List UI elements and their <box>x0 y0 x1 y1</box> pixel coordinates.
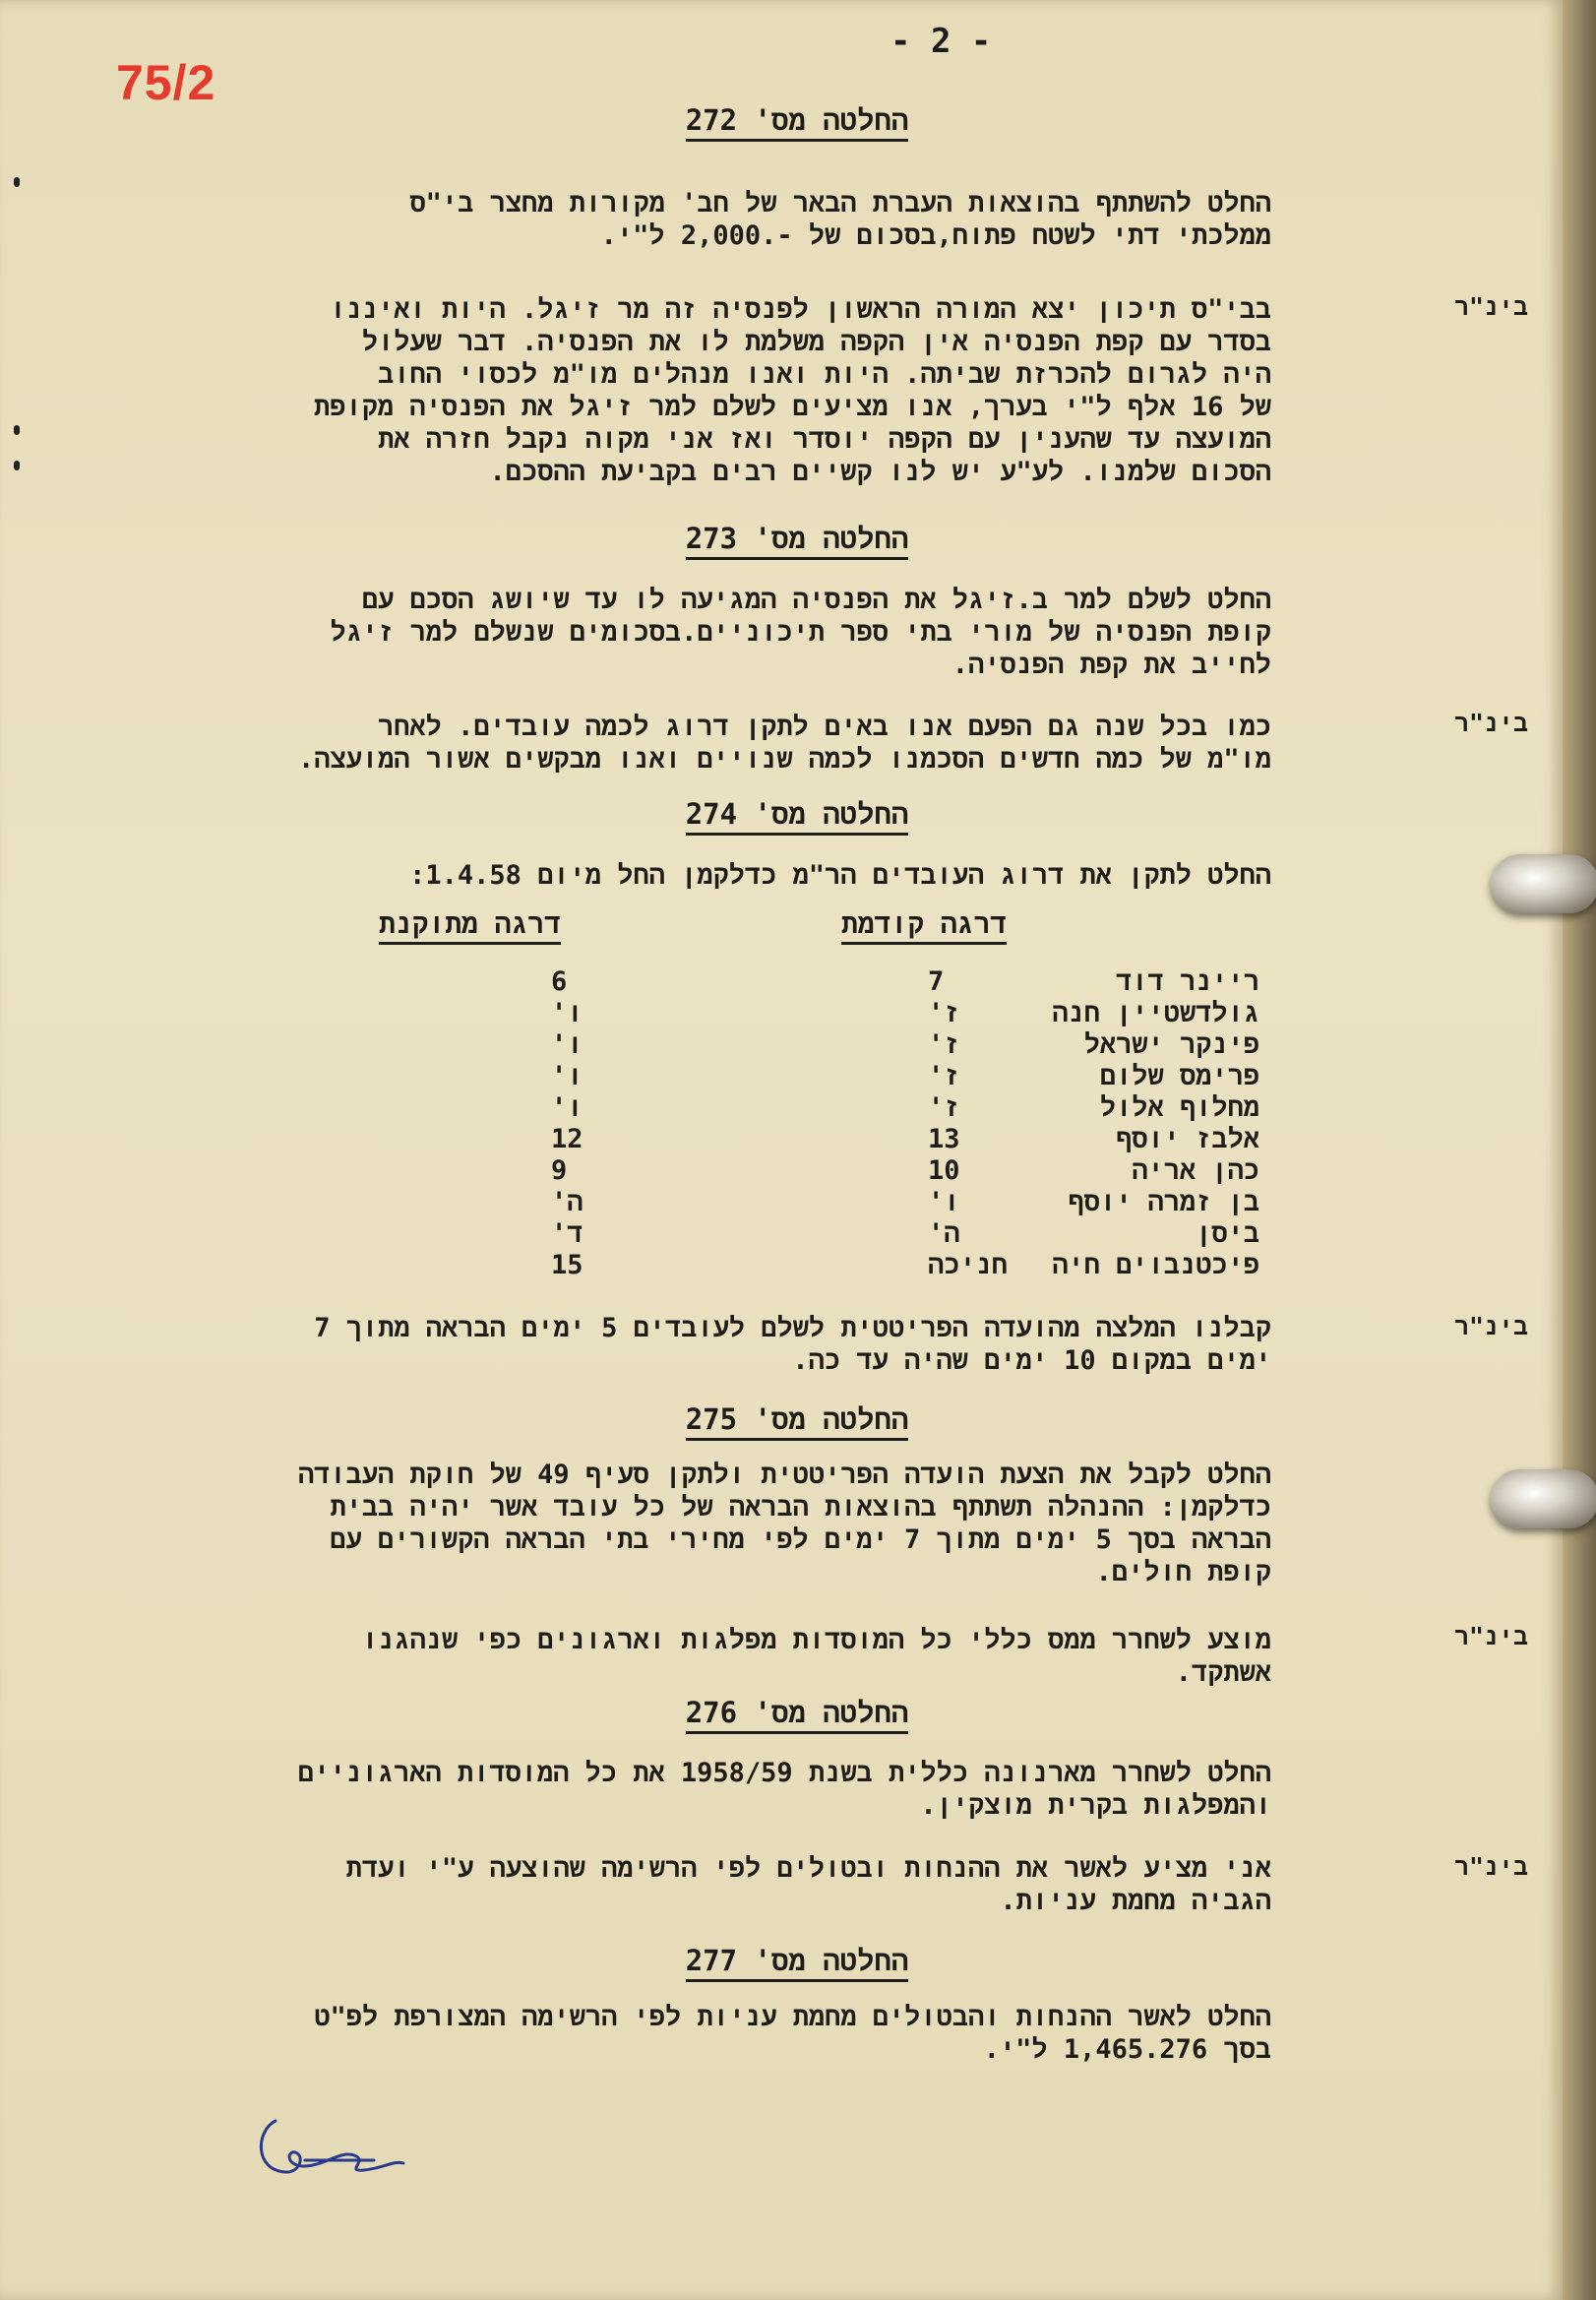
margin-mark <box>14 461 20 470</box>
table-row: 12 13 אלבז יוסף <box>551 1124 1259 1154</box>
table-row: ו' ז' פרימס שלום <box>551 1061 1259 1091</box>
page-number: - 2 - <box>890 22 992 61</box>
resolution-heading-277: החלטה מס' 277 <box>630 1944 964 1979</box>
resolution-text-274: החלט לתקן את דרוג העובדים הר"מ כדלקמן החל מיום 1.4.58: <box>409 860 1271 891</box>
table-row: 15 חניכה פיכטנבוים חיה <box>551 1250 1259 1280</box>
table-row: ו' ז' גולדשטיין חנה <box>551 998 1259 1028</box>
column-header-corrected: דרגה מתוקנת <box>379 907 561 945</box>
speaker-label: בינ"ר <box>1454 709 1529 737</box>
speaker-label: בינ"ר <box>1454 1852 1529 1881</box>
resolution-heading-274: החלטה מס' 274 <box>630 797 964 833</box>
table-row: ה' ו' בן זמרה יוסף <box>551 1187 1259 1217</box>
table-row: ו' ז' מחלוף אלול <box>551 1092 1259 1123</box>
resolution-text-277: החלט לאשר ההנחות והבטולים מחמת עניות לפי הרשימה המצורפת לפ"ט בסך 1,465.276 ל"י. <box>314 2002 1271 2065</box>
resolution-text-275: החלט לקבל את הצעת הועדה הפריטטית ולתקן סעיף 49 של חוקת העבודה כדלקמן: ההנהלה תשתתף בהוצאות הבראה של כל עובד אשר יהיה בבית הבראה בסך 5 ימים מתוך 7 ימים לפי מחירי בתי הבראה הקשורים עם קופת חולים. <box>297 1460 1271 1587</box>
resolution-heading-275: החלטה מס' 275 <box>630 1402 964 1438</box>
column-header-previous: דרגה קודמת <box>841 907 1007 945</box>
grading-table <box>551 966 1259 1281</box>
report-text-276: אני מציע לאשר את ההנחות ובטולים לפי הרשימה שהוצעה ע"י ועדת הגביה מחמת עניות. <box>345 1853 1271 1916</box>
handwritten-signature <box>246 2101 423 2190</box>
binder-ring-bottom <box>1491 1469 1596 1528</box>
speaker-label: בינ"ר <box>1454 292 1529 321</box>
speaker-label: בינ"ר <box>1454 1312 1529 1340</box>
table-row: ו' ז' פינקר ישראל <box>551 1029 1259 1060</box>
report-text-274: קבלנו המלצה מהועדה הפריטטית לשלם לעובדים 5 ימים הבראה מתוך 7 ימים במקום 10 ימים שהיה עד כה. <box>314 1313 1271 1376</box>
document-reference: 75/2 <box>116 55 216 110</box>
resolution-heading-272: החלטה מס' 272 <box>630 103 964 139</box>
report-text-275: מוצע לשחרר ממס כללי כל המוסדות מפלגות וארגונים כפי שנהגנו אשתקד. <box>361 1625 1271 1688</box>
table-row: 6 7 ריינר דוד <box>551 966 1259 997</box>
resolution-text-273: החלט לשלם למר ב.זיגל את הפנסיה המגיעה לו עד שיושג הסכם עם קופת הפנסיה של מורי בתי ספר תיכוניים.בסכומים שנשלם למר זיגל לחייב את קפת הפנסיה. <box>330 585 1271 680</box>
binder-edge <box>1563 0 1596 2300</box>
resolution-text-276: החלט לשחרר מארנונה כללית בשנת 1958/59 את כל המוסדות הארגוניים והמפלגות בקרית מוצקין. <box>297 1758 1271 1821</box>
report-text-273: כמו בכל שנה גם הפעם אנו באים לתקן דרוג לכמה עובדים. לאחר מו"מ של כמה חדשים הסכמנו לכמה שנויים ואנו מבקשים אשור המועצה. <box>298 712 1271 775</box>
margin-mark <box>14 177 20 187</box>
table-row: 9 10 כהן אריה <box>551 1155 1259 1186</box>
resolution-text-272: החלט להשתתף בהוצאות העברת הבאר של חב' מקורות מחצר בי"ס ממלכתי דתי לשטח פתוח,בסכום של -.2,000 ל"י. <box>409 188 1271 251</box>
table-row: ד' ה' ביסן <box>551 1218 1259 1249</box>
resolution-heading-276: החלטה מס' 276 <box>630 1696 964 1731</box>
margin-mark <box>14 425 20 435</box>
binder-ring-top <box>1491 854 1596 913</box>
resolution-heading-273: החלטה מס' 273 <box>630 522 964 557</box>
report-text-272: בבי"ס תיכון יצא המורה הראשון לפנסיה זה מר זיגל. היות ואיננו בסדר עם קפת הפנסיה אין הקפה משלמת לו את הפנסיה. דבר שעלול היה לגרום להכרזת שביתה. היות ואנו מנהלים מו"מ לכסוי החוב של 16 אלף ל"י בערך, אנו מציעים לשלם למר זיגל את הפנסיה מקופת המועצה עד שהענין עם הקפה יוסדר ואז אני מקוה נקבל חזרה את הסכום שלמנו. לע"ע יש לנו קשיים רבים בקביעת ההסכם. <box>313 294 1271 487</box>
speaker-label: בינ"ר <box>1454 1622 1529 1650</box>
